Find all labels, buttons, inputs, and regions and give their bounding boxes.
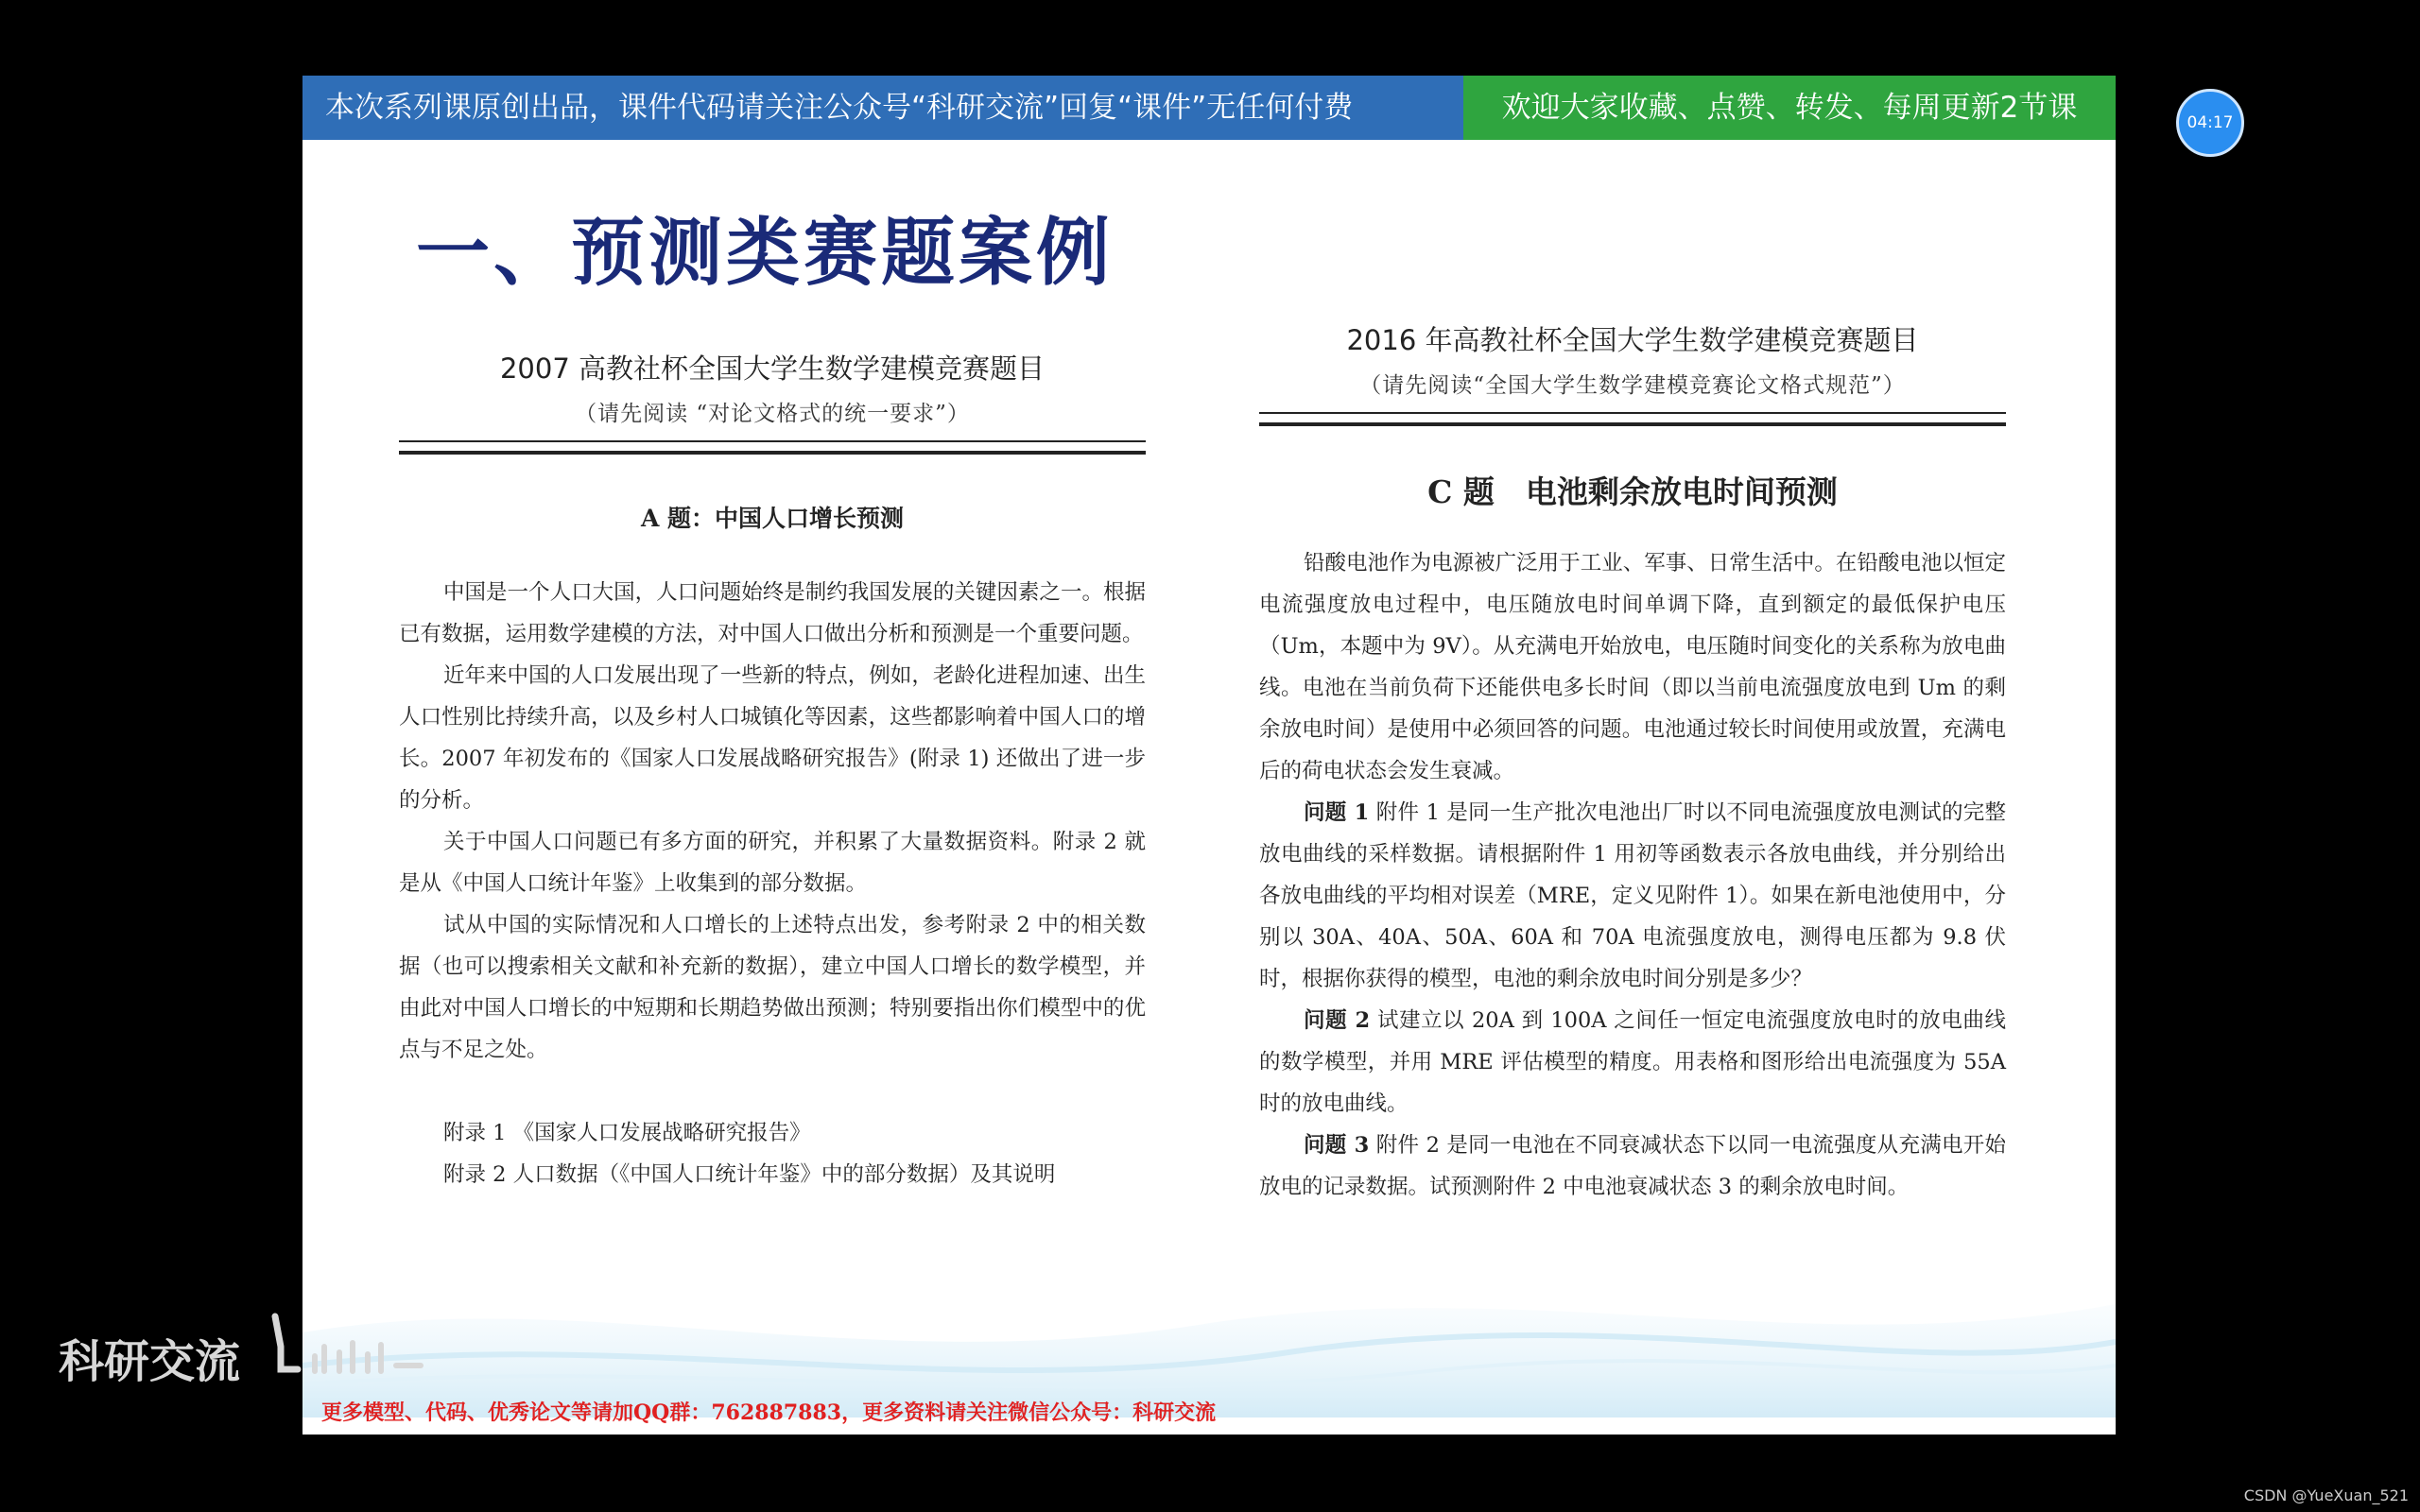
left-document (399, 348, 1146, 1195)
question-2 (1259, 1000, 2006, 1125)
left-doc-subheading: （请先阅读 “对论文格式的统一要求”） (575, 402, 970, 426)
left-paragraph: 试从中国的实际情况和人口增长的上述特点出发，参考附录 2 中的相关数据（也可以搜索相关文献和补充新的数据），建立中国人口增长的数学模型，并由此对中国人口增长的中短期和长期趋势做出预测；特别要指出你们模型中的优点与不足之处。 (399, 913, 1146, 1062)
question-1-text: 附件 1 是同一生产批次电池出厂时以不同电流强度放电测试的完整放电曲线的采样数据。请根据附件 1 用初等函数表示各放电曲线，并分别给出各放电曲线的平均相对误差（MRE，定义见附件 1）。如果在新电池使用中，分别以 30A、40A、50A、60A 和 70A 电流强度放电，测得电压都为 9.8 伏时，根据你获得的模型，电池的剩余放电时间分别是多少？ (1259, 800, 2007, 991)
question-3-label: 问题 3 (1304, 1133, 1370, 1158)
banner-welcome: 欢迎大家收藏、点赞、转发、每周更新2节课 (1463, 76, 2116, 140)
left-paragraph: 关于中国人口问题已有多方面的研究，并积累了大量数据资料。附录 2 就是从《中国人口统计年鉴》上收集到的部分数据。 (399, 830, 1146, 896)
left-paragraphs (399, 572, 1146, 1071)
right-doc-heading: 2016 年高教社杯全国大学生数学建模竞赛题目 (1346, 324, 1919, 356)
question-2-label: 问题 2 (1304, 1008, 1371, 1033)
left-doc-heading: 2007 高教社杯全国大学生数学建模竞赛题目 (499, 352, 1046, 385)
left-doc-rule (399, 440, 1146, 455)
right-doc-subheading: （请先阅读“全国大学生数学建模竞赛论文格式规范”） (1359, 373, 1906, 398)
banner-copyright-notice: 本次系列课原创出品，课件代码请关注公众号“科研交流”回复“课件”无任何付费 (302, 76, 1463, 140)
watermark-text: 科研交流 (59, 1335, 241, 1388)
footer-contact-text: 更多模型、代码、优秀论文等请加QQ群：762887883，更多资料请关注微信公众号：科研交流 (321, 1400, 1217, 1425)
right-doc-rule (1259, 412, 2006, 426)
slide-title: 一、预测类赛题案例 (416, 211, 1115, 296)
question-1 (1259, 792, 2006, 1000)
right-problem-title: C 题 电池剩余放电时间预测 (1427, 473, 1838, 510)
appendix-item: 附录 2 人口数据（《中国人口统计年鉴》中的部分数据）及其说明 (443, 1162, 1056, 1187)
left-paragraph: 中国是一个人口大国，人口问题始终是制约我国发展的关键因素之一。根据已有数据，运用数学建模的方法，对中国人口做出分析和预测是一个重要问题。 (399, 580, 1146, 646)
question-3-text: 附件 2 是同一电池在不同衰减状态下以同一电流强度从充满电开始放电的记录数据。试预测附件 2 中电池衰减状态 3 的剩余放电时间。 (1259, 1133, 2007, 1199)
question-1-label: 问题 1 (1304, 800, 1370, 825)
left-problem-title: A 题：中国人口增长预测 (640, 505, 905, 532)
right-intro-paragraph: 铅酸电池作为电源被广泛用于工业、军事、日常生活中。在铅酸电池以恒定电流强度放电过程中，电压随放电时间单调下降，直到额定的最低保护电压（Um，本题中为 9V）。从充满电开始放电，电压随时间变化的关系称为放电曲线。电池在当前负荷下还能供电多长时间（即以当前电流强度放电到 Um 的剩余放电时间）是使用中必须回答的问题。电池通过较长时间使用或放置，充满电后的荷电状态会发生衰减。 (1259, 551, 2006, 783)
slide (302, 76, 2116, 1435)
right-paragraphs (1259, 542, 2006, 1208)
timer-badge: 04:17 (2176, 89, 2244, 157)
appendix-item: 附录 1 《国家人口发展战略研究报告》 (443, 1121, 811, 1145)
left-appendix (399, 1112, 1146, 1195)
right-document (1259, 319, 2006, 1208)
question-2-text: 试建立以 20A 到 100A 之间任一恒定电流强度放电时的放电曲线的数学模型，并用 MRE 评估模型的精度。用表格和图形给出电流强度为 55A 时的放电曲线。 (1259, 1008, 2007, 1116)
question-3 (1259, 1125, 2006, 1208)
csdn-attribution: CSDN @YueXuan_521 (2243, 1486, 2409, 1504)
bilibili-logo-icon (269, 1309, 458, 1384)
left-paragraph: 近年来中国的人口发展出现了一些新的特点，例如，老龄化进程加速、出生人口性别比持续升高，以及乡村人口城镇化等因素，这些都影响着中国人口的增长。2007 年初发布的《国家人口发展战略研究报告》(附录 1) 还做出了进一步的分析。 (399, 663, 1146, 813)
